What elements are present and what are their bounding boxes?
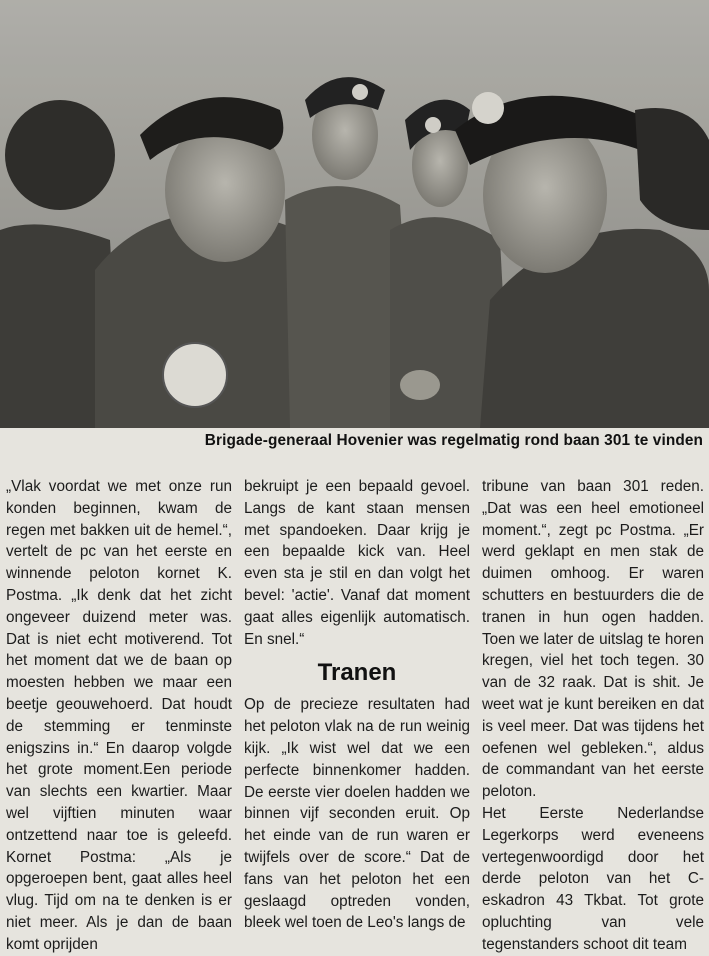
article-column-2 xyxy=(244,476,470,932)
news-photo xyxy=(0,0,709,428)
paragraph: „Vlak voordat we met onze run konden beginnen, kwam de regen met bakken uit de hemel.“, vertelt de pc van het eerste en winnende peloton kornet K. Postma. „Ik denk dat het zicht ongeveer duizend meter was. Dat is niet echt motiverend. Tot het moment dat we de baan op moesten hebben we maar een beetje geouwehoerd. Dat houdt de stemming er tenminste enigszins in.“ En daarop volgde het grote moment.Een periode van slechts een kwartier. Maar wel vijftien minuten waar ontzettend naar toe is geleefd. Kornet Postma: „Als je opgeroepen bent, gaat alles heel vlug. Tijd om na te denken is er niet meer. Als je dan de baan komt oprijden xyxy=(6,478,232,953)
paragraph: Op de precieze resultaten had het peloton vlak na de run weinig kijk. „Ik wist wel dat we een perfecte binnenkomer hadden. De eerste vier doelen hadden we binnen vijf seconden eruit. Op het einde van de run waren er twijfels over de score.“ Dat de fans van het peloton het een geslaagd optreden vonden, bleek wel toen de Leo's langs de xyxy=(244,696,470,932)
paragraph: Het Eerste Nederlandse Legerkorps werd eveneens vertegenwoordigd door het derde peloton van het C-eskadron 43 Tkbat. Tot grote opluchting van vele tegenstanders schoot dit team xyxy=(482,804,704,953)
section-heading: Tranen xyxy=(317,659,397,687)
paragraph: tribune van baan 301 reden. „Dat was een heel emotioneel moment.“, zegt pc Postma. „Er werd geklapt en men stak de duimen omhoog. Er waren schutters en bestuurders die de tranen in hun ogen hadden. Toen we later de uitslag te horen kregen, viel het toch tegen. 30 van de 32 raak. Dat is shit. Je weet wat je kunt bereiken en dat is veel meer. Dat was tijdens het oefenen wel gebleken.“, aldus de commandant van het eerste peloton. xyxy=(482,478,704,801)
photo-soldiers-icon xyxy=(0,0,709,428)
paragraph: bekruipt je een bepaald gevoel. Langs de kant staan mensen met spandoeken. Daar krijg je een bepaalde kick van. Heel even sta je stil en dan volgt het bevel: 'actie'. Vanaf dat moment gaat alles eigenlijk automatisch. En snel.“ xyxy=(244,478,470,648)
article-column-3 xyxy=(482,476,704,953)
photo-caption: Brigade-generaal Hovenier was regelmatig rond baan 301 te vinden xyxy=(204,432,703,449)
article-column-1 xyxy=(6,476,232,953)
